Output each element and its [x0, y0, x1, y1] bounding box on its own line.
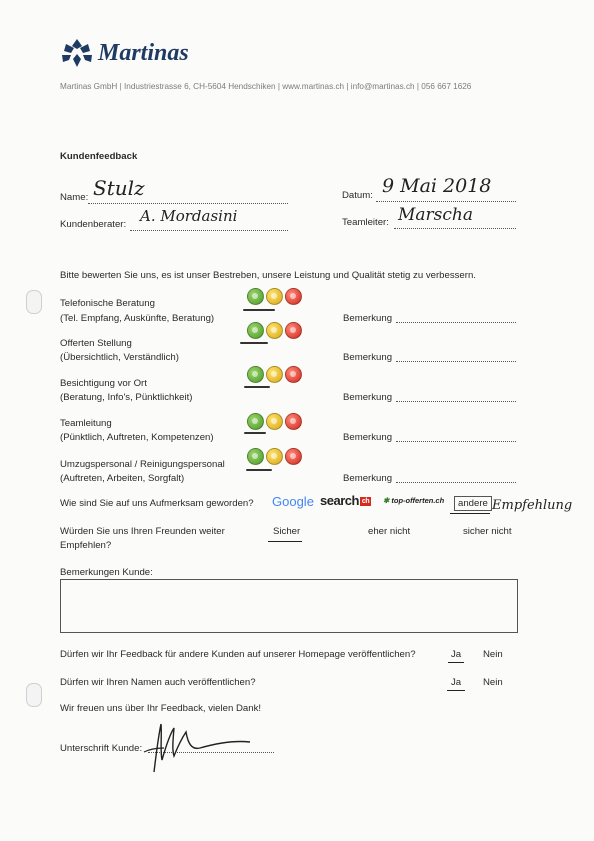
smiley-bad-icon[interactable]: [285, 322, 302, 339]
category-5-title: Umzugspersonal / Reinigungspersonal: [60, 459, 225, 470]
datum-label: Datum:: [342, 190, 373, 201]
category-3-rating[interactable]: [247, 366, 302, 383]
smiley-bad-icon[interactable]: [285, 366, 302, 383]
berater-line: [130, 230, 288, 231]
thanks-text: Wir freuen uns über Ihr Feedback, vielen Dank!: [60, 703, 262, 714]
category-4-mark: [244, 432, 266, 434]
category-1-desc: (Tel. Empfang, Auskünfte, Beratung): [60, 313, 215, 324]
teamleiter-label: Teamleiter:: [342, 217, 389, 228]
source-question: Wie sind Sie auf uns Aufmerksam geworden?: [60, 498, 254, 509]
category-3-desc: (Beratung, Info's, Pünktlichkeit): [60, 392, 193, 403]
publish-yes-mark: [448, 662, 464, 663]
category-4-remark-line[interactable]: [396, 441, 516, 442]
category-1-mark: [243, 309, 275, 311]
form-title: Kundenfeedback: [60, 151, 138, 162]
datum-line: [376, 201, 516, 202]
recommend-sicher-nicht-option[interactable]: sicher nicht: [463, 526, 512, 537]
publish-no[interactable]: Nein: [483, 649, 503, 660]
smiley-neutral-icon[interactable]: [266, 322, 283, 339]
name-publish-no[interactable]: Nein: [483, 677, 503, 688]
category-2-rating[interactable]: [247, 322, 302, 339]
recommend-question-line2: Empfehlen?: [60, 540, 112, 551]
category-5-desc: (Auftreten, Arbeiten, Sorgfalt): [60, 473, 185, 484]
datum-value[interactable]: 9 Mai 2018: [382, 175, 492, 197]
smiley-good-icon[interactable]: [247, 288, 264, 305]
category-4-remark-label: Bemerkung: [343, 432, 393, 443]
search-ch-option[interactable]: [320, 493, 371, 508]
recommend-sicher-option[interactable]: Sicher: [273, 526, 301, 537]
category-2-title: Offerten Stellung: [60, 338, 132, 349]
smiley-bad-icon[interactable]: [285, 288, 302, 305]
smiley-good-icon[interactable]: [247, 322, 264, 339]
top-offerten-option[interactable]: [383, 496, 444, 505]
berater-value[interactable]: A. Mordasini: [140, 207, 238, 225]
smiley-good-icon[interactable]: [247, 413, 264, 430]
smiley-good-icon[interactable]: [247, 366, 264, 383]
smiley-good-icon[interactable]: [247, 448, 264, 465]
name-publish-question: Dürfen wir Ihren Namen auch veröffentlichen?: [60, 677, 256, 688]
smiley-bad-icon[interactable]: [285, 413, 302, 430]
category-2-mark: [240, 342, 268, 344]
name-value[interactable]: Stulz: [93, 176, 145, 200]
category-2-remark-line[interactable]: [396, 361, 516, 362]
recommend-question-line1: Würden Sie uns Ihren Freunden weiter: [60, 526, 225, 537]
comments-label: Bemerkungen Kunde:: [60, 567, 153, 578]
berater-label: Kundenberater:: [60, 219, 127, 230]
category-5-remark-label: Bemerkung: [343, 473, 393, 484]
category-3-remark-label: Bemerkung: [343, 392, 393, 403]
star-icon: ✱: [383, 496, 390, 505]
smiley-neutral-icon[interactable]: [266, 413, 283, 430]
comments-box[interactable]: [60, 579, 518, 633]
punch-hole-top: [26, 290, 42, 314]
andere-option[interactable]: andere: [454, 496, 492, 511]
category-4-rating[interactable]: [247, 413, 302, 430]
martinas-logo-icon: [60, 38, 94, 68]
category-5-remark-line[interactable]: [396, 482, 516, 483]
andere-handwritten-value[interactable]: Empfehlung: [492, 498, 573, 513]
name-line: [88, 203, 288, 204]
category-5-rating[interactable]: [247, 448, 302, 465]
search-ch-text: search: [320, 493, 359, 508]
category-4-title: Teamleitung: [60, 418, 112, 429]
category-3-title: Besichtigung vor Ort: [60, 378, 147, 389]
andere-underline: [450, 513, 490, 514]
search-ch-suffix: ch: [361, 498, 370, 506]
company-name: Martinas: [98, 40, 189, 66]
category-1-rating[interactable]: [247, 288, 302, 305]
punch-hole-bottom: [26, 683, 42, 707]
category-5-mark: [246, 469, 272, 471]
signature-label: Unterschrift Kunde:: [60, 743, 143, 754]
publish-question: Dürfen wir Ihr Feedback für andere Kunden auf unserer Homepage veröffentlichen?: [60, 649, 416, 660]
customer-signature: [140, 716, 255, 774]
teamleiter-line: [394, 228, 516, 229]
smiley-neutral-icon[interactable]: [266, 448, 283, 465]
publish-yes[interactable]: Ja: [451, 649, 462, 660]
category-1-title: Telefonische Beratung: [60, 298, 155, 309]
name-publish-yes[interactable]: Ja: [451, 677, 462, 688]
name-publish-yes-mark: [447, 690, 465, 691]
category-2-desc: (Übersichtlich, Verständlich): [60, 352, 179, 363]
teamleiter-value[interactable]: Marscha: [398, 205, 473, 225]
category-2-remark-label: Bemerkung: [343, 352, 393, 363]
google-logo-text: Google: [272, 494, 314, 509]
recommend-eher-nicht-option[interactable]: eher nicht: [368, 526, 411, 537]
company-address-line: Martinas GmbH | Industriestrasse 6, CH-5604 Hendschiken | www.martinas.ch | info@martinas.ch | 056 667 1626: [60, 82, 472, 91]
category-3-remark-line[interactable]: [396, 401, 516, 402]
google-option[interactable]: [272, 494, 314, 509]
recommend-sicher-mark: [268, 541, 302, 542]
smiley-neutral-icon[interactable]: [266, 288, 283, 305]
category-1-remark-label: Bemerkung: [343, 313, 393, 324]
category-1-remark-line[interactable]: [396, 322, 516, 323]
smiley-neutral-icon[interactable]: [266, 366, 283, 383]
top-offerten-text: top-offerten.ch: [391, 496, 445, 505]
category-3-mark: [244, 386, 270, 388]
intro-text: Bitte bewerten Sie uns, es ist unser Bestreben, unsere Leistung und Qualität stetig zu verbessern.: [60, 270, 476, 281]
category-4-desc: (Pünktlich, Auftreten, Kompetenzen): [60, 432, 214, 443]
name-label: Name:: [60, 192, 89, 203]
smiley-bad-icon[interactable]: [285, 448, 302, 465]
